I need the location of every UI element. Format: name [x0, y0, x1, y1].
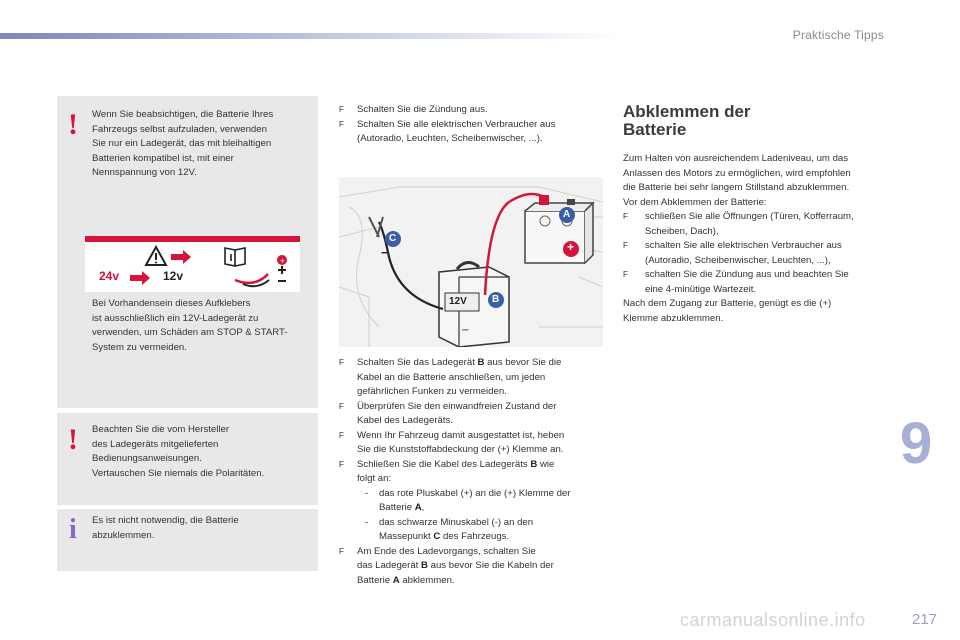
checkbox-bullet-icon: F — [339, 459, 344, 469]
checkbox-bullet-icon: F — [339, 119, 344, 129]
warning-triangle-icon — [146, 247, 166, 265]
info-icon: i — [69, 514, 77, 545]
sticker-12v-label: 12v — [163, 269, 184, 283]
sub-list-item: - das rote Pluskabel (+) an die (+) Klemme der Batterie A, — [365, 487, 571, 513]
figure-label-a: A — [563, 209, 571, 220]
checkbox-bullet-icon: F — [623, 241, 628, 250]
checkbox-bullet-icon: F — [339, 430, 344, 440]
charger-voltage-label: 12V — [449, 296, 467, 307]
charging-steps — [339, 356, 603, 588]
warning-text-charger: Wenn Sie beabsichtigen, die Batterie Ihres Fahrzeugs selbst aufzuladen, verwenden Sie nur ein Ladegerät, das mit bleihaltigen Batterien kompatibel ist, mit einer Nennspannung von 12V. — [92, 109, 274, 178]
checkbox-bullet-icon: F — [339, 546, 344, 556]
checkbox-bullet-icon: F — [339, 105, 344, 114]
list-item: F schließen Sie alle Öffnungen (Türen, Kofferraum, Scheiben, Dach), — [623, 211, 854, 237]
battery-charging-illustration — [339, 177, 603, 347]
voltage-sticker — [85, 236, 300, 292]
checkbox-bullet-icon: F — [623, 270, 628, 279]
battery-a — [525, 195, 593, 263]
header-accent-bar — [0, 33, 620, 39]
checkbox-bullet-icon: F — [623, 212, 628, 221]
list-item: F schalten Sie alle elektrischen Verbraucher aus (Autoradio, Scheibenwischer, Leuchten, ...), — [623, 240, 842, 266]
list-item: F Überprüfen Sie den einwandfreien Zustand der Kabel des Ladegeräts. — [339, 400, 557, 426]
warning-icon: ! — [68, 108, 78, 141]
arrow-right-icon — [130, 271, 150, 285]
sticker-24v-label: 24v — [99, 269, 120, 283]
list-item: F Schalten Sie alle elektrischen Verbraucher aus (Autoradio, Leuchten, Scheibenwischer, ...). — [339, 118, 556, 144]
checkbox-bullet-icon: F — [339, 358, 344, 367]
manual-book-icon — [225, 248, 245, 266]
sub-list-item: - das schwarze Minuskabel (-) an den Massepunkt C des Fahrzeugs. — [365, 516, 534, 542]
sticker-graphics — [85, 236, 300, 292]
page-number: 217 — [912, 611, 938, 628]
chapter-number: 9 — [900, 411, 933, 476]
page-heading: Abklemmen der Batterie — [623, 102, 751, 139]
charging-clamps-icon — [235, 255, 287, 286]
svg-text:+: + — [279, 257, 286, 265]
prep-steps — [339, 103, 603, 147]
watermark: carmanualsonline.info — [680, 610, 866, 630]
list-item: F Wenn Ihr Fahrzeug damit ausgestattet ist, heben Sie die Kunststoffabdeckung der (+) Klemme an. — [339, 429, 565, 455]
arrow-right-icon — [171, 250, 191, 264]
engine-bay-drawing — [339, 177, 603, 347]
list-item: F Am Ende des Ladevorgangs, schalten Sie das Ladegerät B aus bevor Sie die Kabeln der Batterie A abklemmen. — [339, 545, 554, 586]
list-item: F Schließen Sie die Kabel des Ladegeräts B wie folgt an: — [339, 458, 555, 484]
figure-label-c: C — [389, 233, 397, 244]
svg-text:⎓: ⎓ — [462, 325, 469, 334]
disconnect-instructions: Zum Halten von ausreichendem Ladeniveau, um das Anlassen des Motors zu ermöglichen, wird empfohlen die Batterie bei sehr langem Stillstand abzuklemmen. Vor dem Abklemmen der Batterie: F schließen Sie alle Öffnungen (Türen, Kofferraum, Scheiben, Dach), F schalten Sie alle elektrischen Verbraucher aus (Autoradio, Scheibenwischer, Leuchten, ...), F schalten Sie die Zündung aus und beachten Sie eine 4-minütige Wartezeit. Nach dem Zugang zur Batterie, genügt es die (+) Klemme abzuklemmen. — [623, 152, 893, 326]
section-title: Praktische Tipps — [792, 28, 884, 42]
sticker-explanation: Bei Vorhandensein dieses Aufklebers ist ausschließlich ein 12V-Ladegerät zu verwenden, um Schäden am STOP & START- System zu vermeiden. — [92, 298, 288, 353]
figure-label-b: B — [492, 294, 500, 305]
warning-icon: ! — [68, 423, 78, 456]
list-item: F Schalten Sie die Zündung aus. — [339, 103, 603, 118]
minus-terminal-icon: − — [381, 245, 389, 260]
info-text: Es ist nicht notwendig, die Batterie abzuklemmen. — [92, 515, 239, 541]
list-item: F schalten Sie die Zündung aus und beachten Sie eine 4-minütige Wartezeit. — [623, 269, 849, 295]
list-item: F Schalten Sie das Ladegerät B aus bevor Sie die Kabel an die Batterie anschließen, um jeden gefährlichen Funken zu vermeiden. — [339, 357, 562, 397]
warning-text-polarity: Beachten Sie die vom Hersteller des Ladegeräts mitgelieferten Bedienungsanweisungen. Vertauschen Sie niemals die Polaritäten. — [92, 424, 265, 479]
checkbox-bullet-icon: F — [339, 401, 344, 411]
plus-terminal-icon: + — [567, 240, 575, 254]
